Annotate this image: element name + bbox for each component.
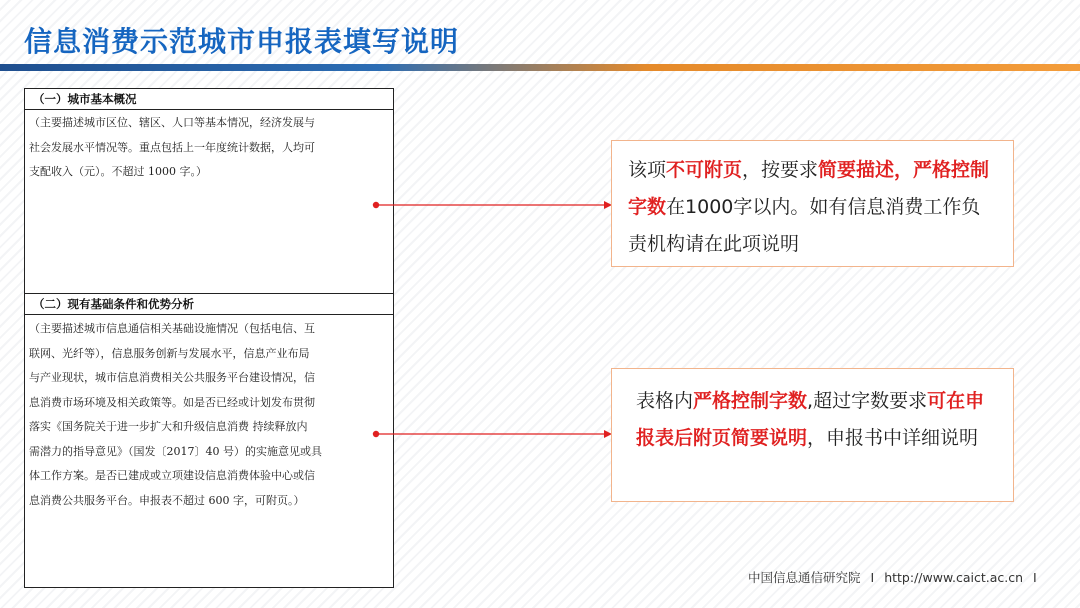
section1-body [29,111,391,185]
callout-box-2 [611,368,1014,502]
callout2-text: ，申报书中详细说明 [807,427,979,449]
footer-url[interactable]: http://www.caict.ac.cn [884,570,1024,585]
callout1-highlight: 简要描述，严格控制字数 [628,159,990,218]
section1-line: 支配收入（元）。不超过 1000 字。） [29,165,207,178]
callout2-text: ,超过字数要求 [807,390,928,412]
section2-line: 体工作方案。是否已建成或立项建设信息消费体验中心或信 [29,469,315,482]
footer-separator: I [1033,570,1037,585]
section2-line: 与产业现状，城市信息消费相关公共服务平台建设情况，信 [29,371,315,384]
callout1-highlight: 不可附页 [666,159,743,181]
callout2-text: 表格内 [636,390,694,412]
page-title: 信息消费示范城市申报表填写说明 [24,25,460,58]
section1-line: 社会发展水平情况等。重点包括上一年度统计数据，人均可 [29,140,315,154]
section2-heading: （二）现有基础条件和优势分析 [25,294,393,315]
callout1-text: ，按要求 [742,159,819,181]
pointer-arrow-1 [368,195,618,215]
section2-line: （主要描述城市信息通信相关基础设施情况（包括电信、互 [29,322,315,335]
section2-line: 息消费公共服务平台。申报表不超过 600 字，可附页。） [29,493,305,507]
footer [748,568,1047,586]
pointer-arrow-2 [368,424,618,444]
section2-body [29,317,391,513]
section2-line: 落实《国务院关于进一步扩大和升级信息消费 持续释放内 [29,420,308,433]
title-underline-bar [0,64,1080,71]
footer-org: 中国信息通信研究院 [748,570,861,585]
section2-line: 息消费市场环境及相关政策等。如是否已经或计划发布贯彻 [29,395,315,409]
callout2-highlight: 严格控制字数 [693,390,808,412]
callout1-text: 在1000字以内。如有信息消费工作负责机构请在此项说明 [628,196,981,255]
application-form-excerpt [24,88,394,588]
callout-box-1 [611,140,1014,267]
callout1-text: 该项 [628,159,667,181]
section2-line: 需潜力的指导意见》（国发〔2017〕40 号）的实施意见或具 [29,444,322,458]
section1-heading: （一）城市基本概况 [25,89,393,110]
footer-separator: I [870,570,875,585]
callout2-highlight: 可在申报表后附页简要说明 [636,390,985,449]
section2-line: 联网、光纤等），信息服务创新与发展水平，信息产业布局 [29,346,310,360]
section1-line: （主要描述城市区位、辖区、人口等基本情况，经济发展与 [29,116,315,129]
